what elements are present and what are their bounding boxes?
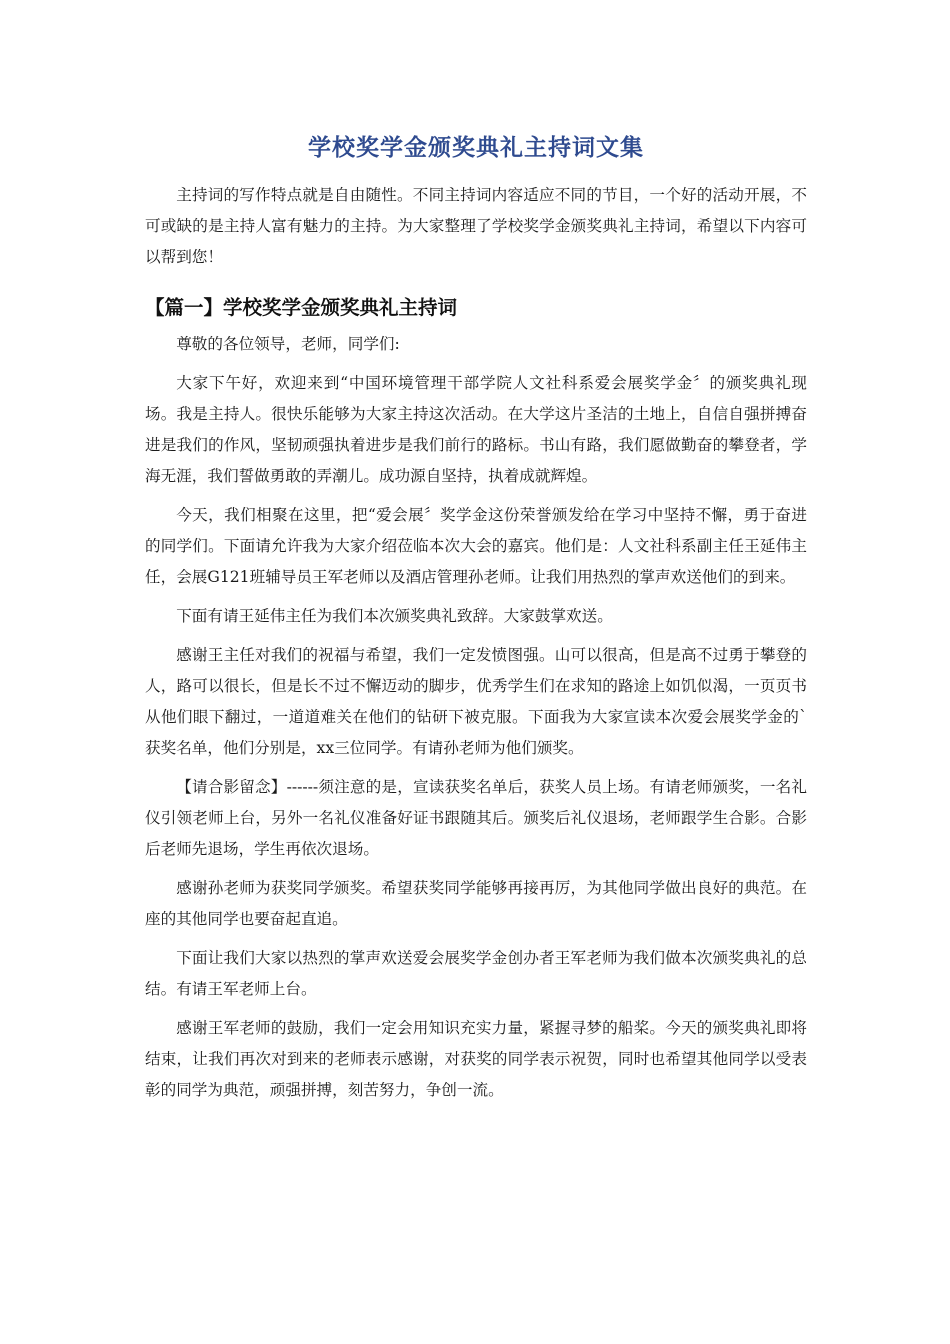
paragraph-award-list: 感谢王主任对我们的祝福与希望，我们一定发愤图强。山可以很高，但是高不过勇于攀登的人，路可以很长，但是长不过不懈迈动的脚步，优秀学生们在求知的路途上如饥似渴，一页页书从他们眼下翻过，一道道难关在他们的钻研下被克服。下面我为大家宣读本次爱会展奖学金的`获奖名单，他们分别是，xx三位同学。有请孙老师为他们颁奖。	[145, 646, 807, 757]
paragraph-welcome: 大家下午好，欢迎来到“中国环境管理干部学院人文社科系爱会展奖学金〞的颁奖典礼现场。我是主持人。很快乐能够为大家主持这次活动。在大学这片圣洁的土地上，自信自强拼搏奋进是我们的作风，坚韧顽强执着进步是我们前行的路标。书山有路，我们愿做勤奋的攀登者，学海无涯，我们誓做勇敢的弄潮儿。成功源自坚持，执着成就辉煌。	[145, 374, 807, 485]
paragraph-closing: 感谢王军老师的鼓励，我们一定会用知识充实力量，紧握寻梦的船桨。今天的颁奖典礼即将结束，让我们再次对到来的老师表示感谢，对获奖的同学表示祝贺，同时也希望其他同学以受表彰的同学为典范，顽强拼搏，刻苦努力，争创一流。	[145, 1019, 807, 1099]
document-title: 学校奖学金颁奖典礼主持词文集	[308, 135, 644, 161]
paragraph-photo-note: 【请合影留念】------须注意的是，宣读获奖名单后，获奖人员上场。有请老师颁奖，一名礼仪引领老师上台，另外一名礼仪准备好证书跟随其后。颁奖后礼仪退场，老师跟学生合影。合影后老师先退场，学生再依次退场。	[145, 778, 807, 858]
paragraph-summary-invite: 下面让我们大家以热烈的掌声欢送爱会展奖学金创办者王军老师为我们做本次颁奖典礼的总结。有请王军老师上台。	[145, 949, 807, 998]
paragraph-guests: 今天，我们相聚在这里，把“爱会展〞奖学金这份荣誉颁发给在学习中坚持不懈，勇于奋进的同学们。下面请允许我为大家介绍莅临本次大会的嘉宾。他们是：人文社科系副主任王延伟主任，会展G121班辅导员王军老师以及酒店管理孙老师。让我们用热烈的掌声欢送他们的到来。	[145, 506, 807, 586]
paragraph-thanks-sun: 感谢孙老师为获奖同学颁奖。希望获奖同学能够再接再厉，为其他同学做出良好的典范。在座的其他同学也要奋起直追。	[145, 879, 807, 928]
intro-paragraph: 主持词的写作特点就是自由随性。不同主持词内容适应不同的节目，一个好的活动开展，不可或缺的是主持人富有魅力的主持。为大家整理了学校奖学金颁奖典礼主持词，希望以下内容可以帮到您！	[145, 186, 807, 266]
section-heading: 【篇一】学校奖学金颁奖典礼主持词	[145, 296, 458, 319]
paragraph-greeting: 尊敬的各位领导，老师，同学们:	[176, 335, 400, 353]
paragraph-speech-invite: 下面有请王延伟主任为我们本次颁奖典礼致辞。大家鼓掌欢送。	[176, 607, 613, 625]
document-page	[145, 130, 807, 1114]
